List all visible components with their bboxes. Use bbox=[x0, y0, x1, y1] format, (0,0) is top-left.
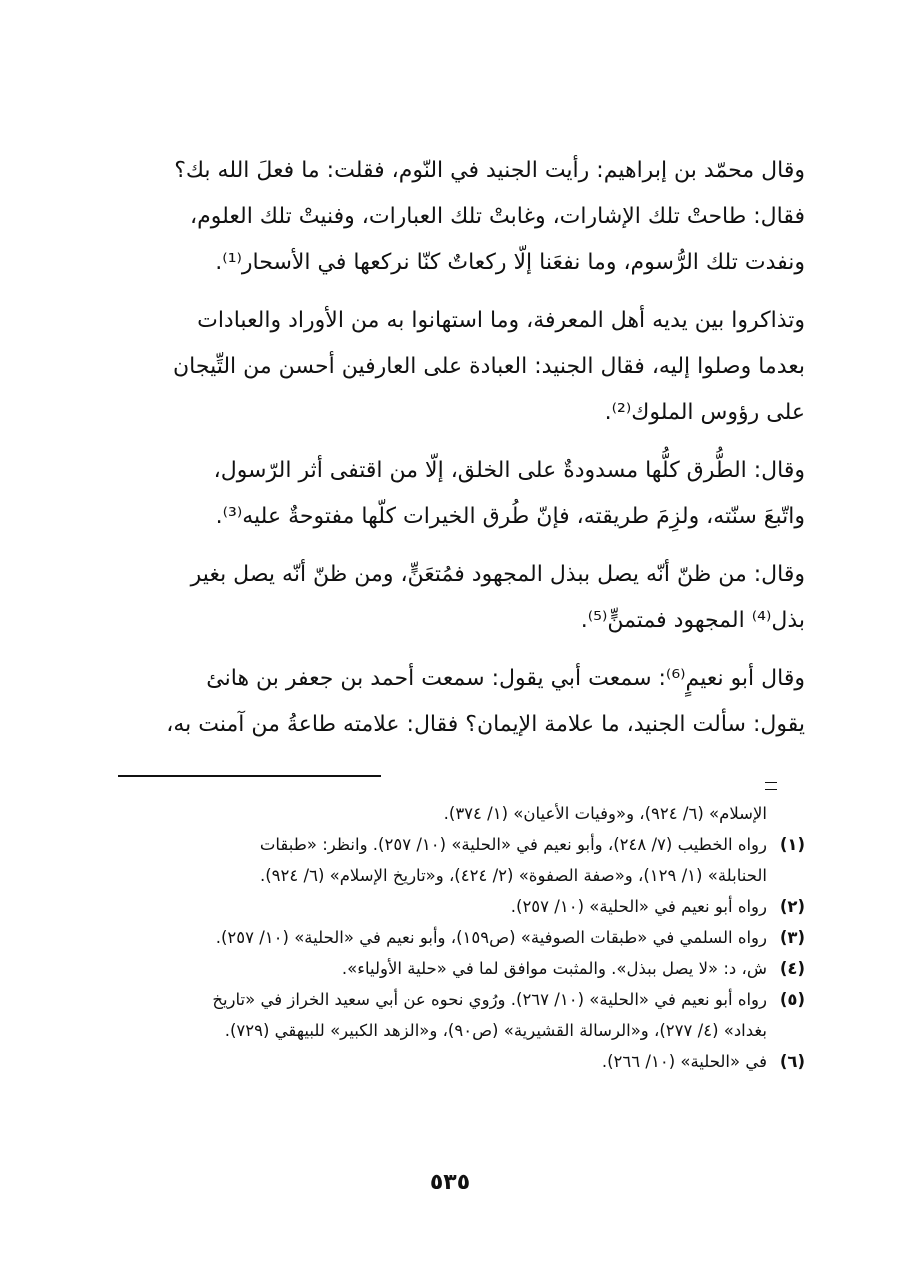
text-line: وقال محمّد بن إبراهيم: رأيت الجنيد في النّوم، فقلت: ما فعلَ الله بك؟ bbox=[174, 158, 805, 183]
page-number: ٥٣٥ bbox=[429, 1170, 471, 1195]
footnote-item bbox=[118, 922, 805, 953]
paragraph bbox=[118, 552, 805, 644]
text-line: ونفدت تلك الرُّسوم، وما نفعَنا إلّا ركعاتٌ كنّا نركعها في الأسحار⁽¹⁾. bbox=[215, 250, 805, 275]
footnote-item bbox=[118, 891, 805, 922]
footnote-text: بغداد» (٤/ ٢٧٧)، و«الرسالة القشيرية» (ص٩٠)، و«الزهد الكبير» للبيهقي (٧٢٩). bbox=[224, 1021, 767, 1040]
footnote-item bbox=[118, 829, 805, 860]
text-line: على رؤوس الملوك⁽²⁾. bbox=[604, 400, 805, 425]
text-line: وقال: من ظنّ أنّه يصل ببذل المجهود فمُتعَنٍّ، ومن ظنّ أنّه يصل بغير bbox=[190, 562, 805, 587]
text-line: بعدما وصلوا إليه، فقال الجنيد: العبادة على العارفين أحسن من التِّيجان bbox=[173, 354, 805, 379]
footnote-number: (٢) bbox=[779, 897, 805, 916]
text-line: وقال: الطُّرق كلُّها مسدودةٌ على الخلق، إلّا من اقتفى أثر الرّسول، bbox=[213, 458, 805, 483]
footnote-text: رواه أبو نعيم في «الحلية» (١٠/ ٢٥٧). bbox=[510, 897, 767, 916]
text-line: بذل⁽⁴⁾ المجهود فمتمنٍّ⁽⁵⁾. bbox=[580, 608, 805, 633]
footnote-item-cont bbox=[118, 860, 805, 891]
footnote-item bbox=[118, 1046, 805, 1077]
footnote-text: رواه أبو نعيم في «الحلية» (١٠/ ٢٦٧). ورُوي نحوه عن أبي سعيد الخراز في «تاريخ bbox=[212, 990, 767, 1009]
text-line: فقال: طاحتْ تلك الإشارات، وغابتْ تلك العبارات، وفنيتْ تلك العلوم، bbox=[190, 204, 805, 229]
footnote-number: (٣) bbox=[779, 928, 805, 947]
footnote-text: رواه السلمي في «طبقات الصوفية» (ص١٥٩)، وأبو نعيم في «الحلية» (١٠/ ٢٥٧). bbox=[215, 928, 767, 947]
footnote-text: في «الحلية» (١٠/ ٢٦٦). bbox=[601, 1052, 767, 1071]
footnotes bbox=[118, 798, 805, 1077]
text-line: يقول: سألت الجنيد، ما علامة الإيمان؟ فقال: علامته طاعةُ من آمنت به، bbox=[166, 712, 805, 737]
footnote-text: ش، د: «لا يصل ببذل». والمثبت موافق لما في «حلية الأولياء». bbox=[341, 959, 767, 978]
paragraph bbox=[118, 298, 805, 436]
footnote-number: (٦) bbox=[779, 1052, 805, 1071]
footnote-text: رواه الخطيب (٧/ ٢٤٨)، وأبو نعيم في «الحلية» (١٠/ ٢٥٧). وانظر: «طبقات bbox=[259, 835, 767, 854]
footnote-item-cont bbox=[118, 1015, 805, 1046]
continuation-mark bbox=[765, 782, 777, 790]
footnote-divider bbox=[118, 775, 381, 777]
footnote-number: (١) bbox=[779, 835, 805, 854]
paragraph bbox=[118, 656, 805, 748]
footnote-continuation: الإسلام» (٦/ ٩٢٤)، و«وفيات الأعيان» (١/ ٣٧٤). bbox=[443, 804, 767, 823]
footnote-item bbox=[118, 984, 805, 1015]
text-line: وتذاكروا بين يديه أهل المعرفة، وما استهانوا به من الأوراد والعبادات bbox=[197, 308, 805, 333]
paragraph bbox=[118, 148, 805, 286]
footnote-number: (٥) bbox=[779, 990, 805, 1009]
footnote-item bbox=[118, 953, 805, 984]
paragraph bbox=[118, 448, 805, 540]
text-line: واتّبعَ سنّته، ولزِمَ طريقته، فإنّ طُرق الخيرات كلّها مفتوحةٌ عليه⁽³⁾. bbox=[215, 504, 805, 529]
main-text bbox=[118, 148, 805, 748]
text-line: وقال أبو نعيمٍ⁽⁶⁾: سمعت أبي يقول: سمعت أحمد بن جعفر بن هانئ bbox=[206, 666, 805, 691]
footnote-text: الحنابلة» (١/ ١٢٩)، و«صفة الصفوة» (٢/ ٤٢٤)، و«تاريخ الإسلام» (٦/ ٩٢٤). bbox=[259, 866, 767, 885]
footnote-number: (٤) bbox=[779, 959, 805, 978]
